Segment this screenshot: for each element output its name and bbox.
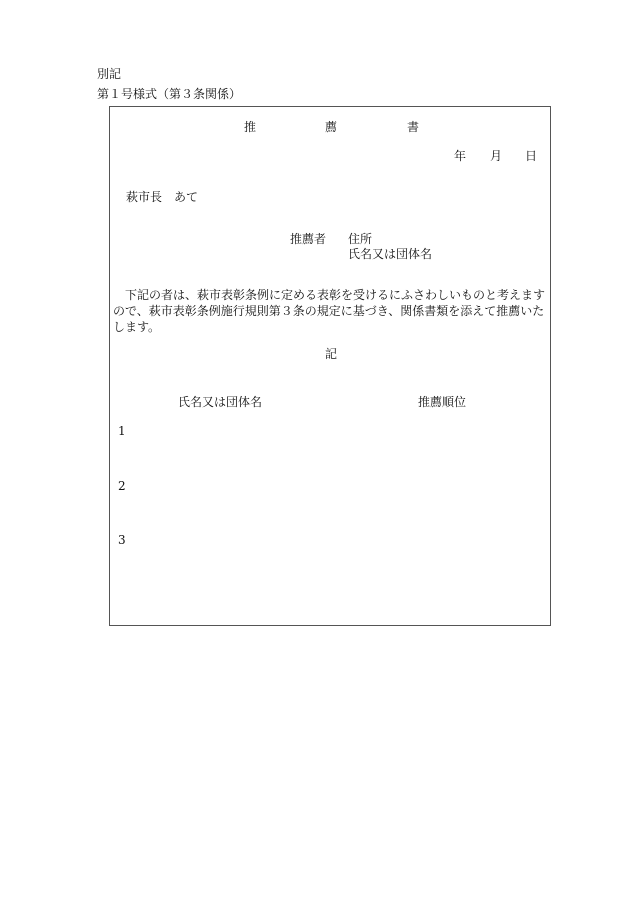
list-item-number: 1 [118, 424, 126, 438]
recommender-name-label: 氏名又は団体名 [348, 247, 433, 261]
list-item-number: 2 [118, 479, 126, 493]
table-header-rank: 推薦順位 [418, 395, 467, 409]
bekki-label: 別記 [97, 67, 122, 81]
list-item-number: 3 [118, 533, 126, 547]
recommendation-body-text: 下記の者は、萩市表彰条例に定める表彰を受けるにふさわしいものと考えますので、萩市表彰条例施行規則第３条の規定に基づき、関係書類を添えて推薦いたします。 [113, 288, 546, 334]
recommendation-form-frame [109, 106, 551, 626]
date-month-label: 月 [490, 149, 503, 163]
form-title-char-1: 推 [244, 120, 257, 134]
form-title-char-3: 書 [407, 120, 420, 134]
date-day-label: 日 [525, 149, 538, 163]
ki-heading: 記 [325, 347, 338, 361]
recommender-address-label: 住所 [348, 232, 373, 246]
addressee: 萩市長 あて [126, 190, 199, 204]
form-number-label: 第１号様式（第３条関係） [97, 87, 242, 101]
table-header-name: 氏名又は団体名 [178, 395, 263, 409]
form-title-char-2: 薦 [325, 120, 338, 134]
recommender-label: 推薦者 [290, 232, 327, 246]
date-year-label: 年 [454, 149, 467, 163]
